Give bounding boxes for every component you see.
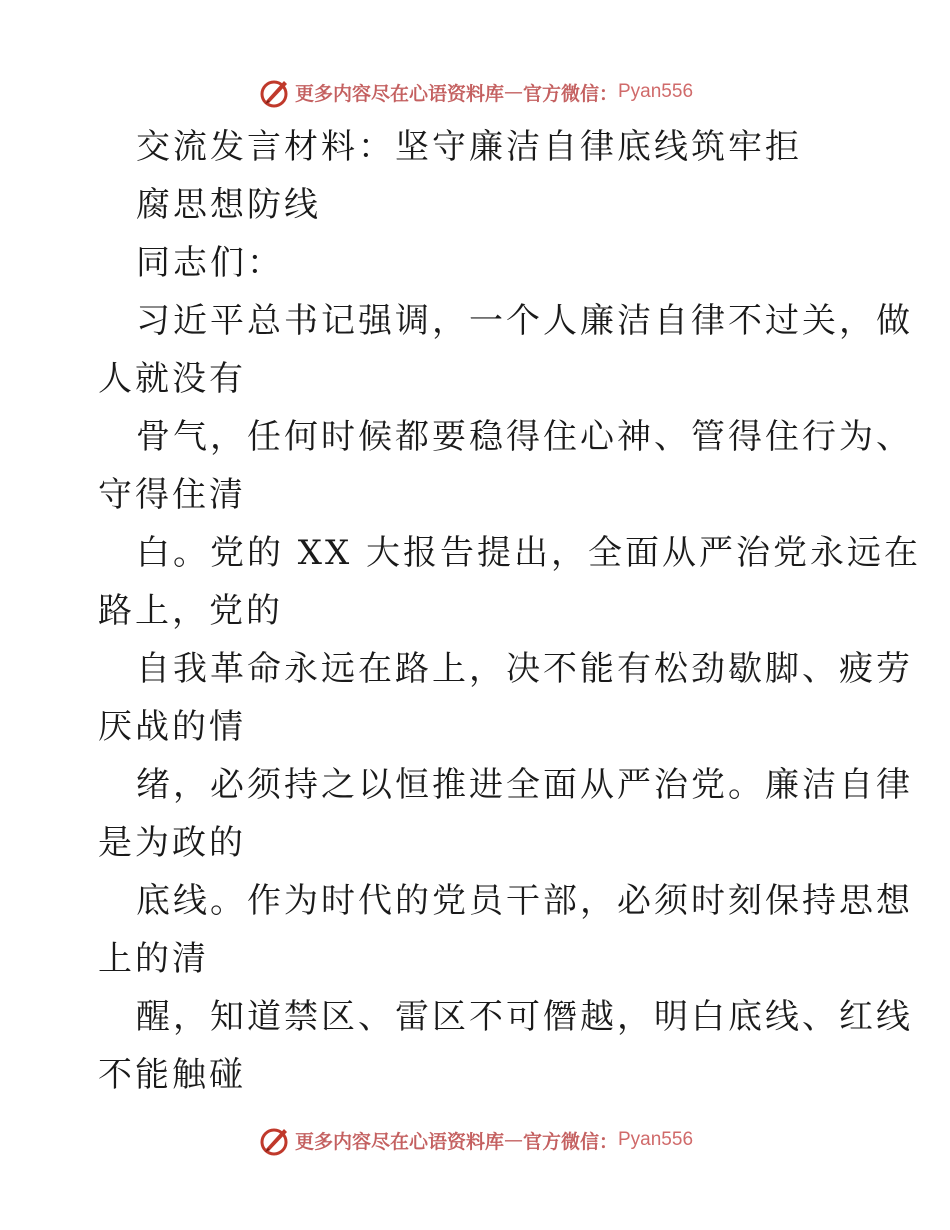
paragraph-line: 醒，知道禁区、雷区不可僭越，明白底线、红线 [136,997,913,1037]
banner-wechat-label: 官方微信： [522,1130,618,1153]
paragraph-line: 上的清 [98,939,209,979]
paragraph-line: 守得住清 [98,475,246,515]
header-banner [0,72,950,112]
banner-wechat-label: 官方微信： [522,82,618,105]
paragraph-line: 是为政的 [98,823,246,863]
document-title-line-2: 腐思想防线 [136,185,321,225]
salutation: 同志们： [136,243,284,283]
quill-pen-logo-icon [257,1123,291,1157]
paragraph-line: 骨气，任何时候都要稳得住心神、管得住行为、 [136,417,913,457]
paragraph-line: 路上，党的 [98,591,283,631]
paragraph-line: 习近平总书记强调，一个人廉洁自律不过关，做 [136,301,913,341]
paragraph-line: 人就没有 [98,359,246,399]
banner-slogan: 更多内容尽在心语资料库 [294,82,504,105]
paragraph-line: 自我革命永远在路上，决不能有松劲歇脚、疲劳 [136,649,913,689]
paragraph-line: 白。党的 XX 大报告提出，全面从严治党永远在 [136,533,922,573]
footer-banner [0,1120,950,1160]
paragraph-line: 不能触碰 [98,1055,246,1095]
quill-pen-logo-icon [257,75,291,109]
paragraph-line: 绪，必须持之以恒推进全面从严治党。廉洁自律 [136,765,913,805]
banner-wechat-id: Pyan556 [618,81,694,102]
banner-separator: — [503,1129,523,1151]
banner-separator: — [503,81,523,103]
banner-slogan: 更多内容尽在心语资料库 [294,1130,504,1153]
document-title-line-1: 交流发言材料：坚守廉洁自律底线筑牢拒 [136,127,802,167]
paragraph-line: 厌战的情 [98,707,246,747]
paragraph-line: 底线。作为时代的党员干部，必须时刻保持思想 [136,881,913,921]
banner-wechat-id: Pyan556 [618,1129,694,1150]
